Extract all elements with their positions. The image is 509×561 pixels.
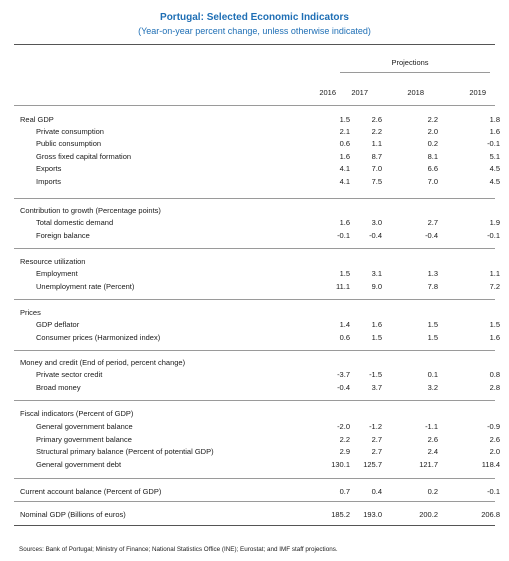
- table-row: [14, 138, 500, 150]
- row-label: Nominal GDP (Billions of euros): [20, 510, 126, 519]
- cell-2019: 5.1: [489, 152, 500, 161]
- table-row: [14, 382, 500, 394]
- cell-2017: 1.6: [371, 320, 382, 329]
- table-row: [14, 357, 495, 369]
- section-divider: [14, 350, 495, 351]
- table-row: [14, 307, 495, 319]
- cell-2017: 7.0: [371, 164, 382, 173]
- cell-2016: -3.7: [337, 370, 350, 379]
- row-label: Money and credit (End of period, percent change): [20, 358, 186, 367]
- cell-2019: 1.9: [489, 218, 500, 227]
- cell-2018: 2.7: [427, 218, 438, 227]
- row-label: General government debt: [36, 460, 122, 469]
- cell-2018: 2.6: [427, 435, 438, 444]
- cell-2016: 0.6: [339, 333, 350, 342]
- cell-2019: 4.5: [489, 164, 500, 173]
- cell-2018: 121.7: [419, 460, 438, 469]
- row-label: Unemployment rate (Percent): [36, 282, 135, 291]
- cell-2016: 11.1: [335, 282, 350, 291]
- cell-2018: 1.5: [427, 333, 438, 342]
- cell-2019: -0.1: [487, 139, 500, 148]
- row-label: Contribution to growth (Percentage points): [20, 206, 161, 215]
- section-divider: [14, 248, 495, 249]
- cell-2018: 7.8: [427, 282, 438, 291]
- cell-2019: 206.8: [481, 510, 500, 519]
- cell-2018: 2.2: [427, 115, 438, 124]
- cell-2017: 0.4: [371, 487, 382, 496]
- cell-2017: 8.7: [371, 152, 382, 161]
- row-label: General government balance: [36, 422, 133, 431]
- cell-2016: -0.1: [337, 231, 350, 240]
- cell-2018: 8.1: [427, 152, 438, 161]
- year-header-2018: 2018: [407, 88, 424, 97]
- table-row: [14, 369, 500, 381]
- cell-2019: 0.8: [489, 370, 500, 379]
- cell-2018: 7.0: [427, 177, 438, 186]
- cell-2018: 0.2: [427, 139, 438, 148]
- cell-2019: 1.5: [489, 320, 500, 329]
- row-label: Fiscal indicators (Percent of GDP): [20, 409, 134, 418]
- cell-2017: 3.0: [371, 218, 382, 227]
- sources-note: Sources: Bank of Portugal; Ministry of Finance; National Statistics Office (INE); Eurostat; and IMF staff projections.: [19, 546, 338, 553]
- table-row: [14, 434, 500, 446]
- table-row: [14, 459, 500, 471]
- cell-2017: -0.4: [369, 231, 382, 240]
- cell-2018: 2.4: [427, 447, 438, 456]
- cell-2017: 2.2: [371, 127, 382, 136]
- cell-2019: 2.8: [489, 383, 500, 392]
- cell-2018: -1.1: [425, 422, 438, 431]
- table-row: [14, 408, 495, 420]
- row-label: Private sector credit: [36, 370, 103, 379]
- cell-2019: 2.0: [489, 447, 500, 456]
- cell-2017: 2.7: [371, 447, 382, 456]
- cell-2016: 1.5: [339, 269, 350, 278]
- cell-2017: 125.7: [363, 460, 382, 469]
- row-label: Consumer prices (Harmonized index): [36, 333, 161, 342]
- table-row: [14, 114, 500, 126]
- cell-2019: 1.6: [489, 333, 500, 342]
- cell-2016: -2.0: [337, 422, 350, 431]
- cell-2018: 0.2: [427, 487, 438, 496]
- table-row: [14, 217, 500, 229]
- table-row: [14, 486, 500, 498]
- cell-2019: 118.4: [481, 460, 500, 469]
- row-label: Exports: [36, 164, 62, 173]
- table-row: [14, 230, 500, 242]
- table-row: [14, 151, 500, 163]
- cell-2016: 2.2: [339, 435, 350, 444]
- cell-2019: 1.6: [489, 127, 500, 136]
- bottom-rule: [14, 525, 495, 526]
- row-label: GDP deflator: [36, 320, 80, 329]
- cell-2018: 2.0: [427, 127, 438, 136]
- table-row: [14, 509, 500, 521]
- cell-2016: 2.9: [339, 447, 350, 456]
- projections-underline: [340, 72, 490, 73]
- row-label: Employment: [36, 269, 78, 278]
- cell-2017: 1.5: [371, 333, 382, 342]
- row-label: Resource utilization: [20, 257, 86, 266]
- row-label: Structural primary balance (Percent of potential GDP): [36, 447, 214, 456]
- cell-2016: 4.1: [339, 177, 350, 186]
- cell-2019: 7.2: [489, 282, 500, 291]
- table-row: [14, 256, 495, 268]
- cell-2017: 7.5: [371, 177, 382, 186]
- cell-2016: 130.1: [331, 460, 350, 469]
- row-label: Gross fixed capital formation: [36, 152, 132, 161]
- section-divider: [14, 299, 495, 300]
- table-subtitle: (Year-on-year percent change, unless otherwise indicated): [138, 26, 371, 36]
- cell-2018: 1.5: [427, 320, 438, 329]
- year-header-2017: 2017: [351, 88, 368, 97]
- cell-2016: 1.4: [339, 320, 350, 329]
- cell-2019: 1.1: [489, 269, 500, 278]
- cell-2016: 0.7: [339, 487, 350, 496]
- cell-2018: 3.2: [427, 383, 438, 392]
- cell-2019: 4.5: [489, 177, 500, 186]
- cell-2017: -1.2: [369, 422, 382, 431]
- row-label: Imports: [36, 177, 62, 186]
- table-row: [14, 446, 500, 458]
- cell-2018: 1.3: [427, 269, 438, 278]
- table-row: [14, 319, 500, 331]
- row-label: Primary government balance: [36, 435, 132, 444]
- top-rule: [14, 44, 495, 45]
- cell-2017: 1.1: [371, 139, 382, 148]
- header-rule: [14, 105, 495, 106]
- table-row: [14, 126, 500, 138]
- table-row: [14, 163, 500, 175]
- cell-2019: 1.8: [489, 115, 500, 124]
- cell-2017: 193.0: [363, 510, 382, 519]
- row-label: Real GDP: [20, 115, 54, 124]
- cell-2017: 2.7: [371, 435, 382, 444]
- row-label: Prices: [20, 308, 41, 317]
- section-divider: [14, 501, 495, 502]
- row-label: Current account balance (Percent of GDP): [20, 487, 162, 496]
- row-label: Foreign balance: [36, 231, 90, 240]
- cell-2016: 1.6: [339, 152, 350, 161]
- cell-2016: 1.5: [339, 115, 350, 124]
- cell-2016: 1.6: [339, 218, 350, 227]
- cell-2017: 3.7: [371, 383, 382, 392]
- cell-2016: -0.4: [337, 383, 350, 392]
- row-label: Broad money: [36, 383, 81, 392]
- cell-2018: 0.1: [427, 370, 438, 379]
- table-row: [14, 205, 495, 217]
- year-header-2016: 2016: [319, 88, 336, 97]
- cell-2016: 185.2: [331, 510, 350, 519]
- cell-2018: 6.6: [427, 164, 438, 173]
- section-divider: [14, 198, 495, 199]
- row-label: Public consumption: [36, 139, 102, 148]
- table-row: [14, 421, 500, 433]
- cell-2019: -0.1: [487, 487, 500, 496]
- projections-header: Projections: [391, 58, 429, 67]
- cell-2017: 2.6: [371, 115, 382, 124]
- cell-2018: -0.4: [425, 231, 438, 240]
- table-row: [14, 281, 500, 293]
- cell-2016: 2.1: [339, 127, 350, 136]
- section-divider: [14, 400, 495, 401]
- table-row: [14, 332, 500, 344]
- cell-2016: 4.1: [339, 164, 350, 173]
- cell-2016: 0.6: [339, 139, 350, 148]
- table-title: Portugal: Selected Economic Indicators: [160, 12, 349, 23]
- cell-2017: 3.1: [371, 269, 382, 278]
- table-row: [14, 268, 500, 280]
- year-header-2019: 2019: [469, 88, 486, 97]
- section-divider: [14, 478, 495, 479]
- cell-2018: 200.2: [419, 510, 438, 519]
- cell-2019: -0.9: [487, 422, 500, 431]
- cell-2019: 2.6: [489, 435, 500, 444]
- cell-2019: -0.1: [487, 231, 500, 240]
- row-label: Total domestic demand: [36, 218, 114, 227]
- table-row: [14, 176, 500, 188]
- cell-2017: -1.5: [369, 370, 382, 379]
- cell-2017: 9.0: [371, 282, 382, 291]
- row-label: Private consumption: [36, 127, 104, 136]
